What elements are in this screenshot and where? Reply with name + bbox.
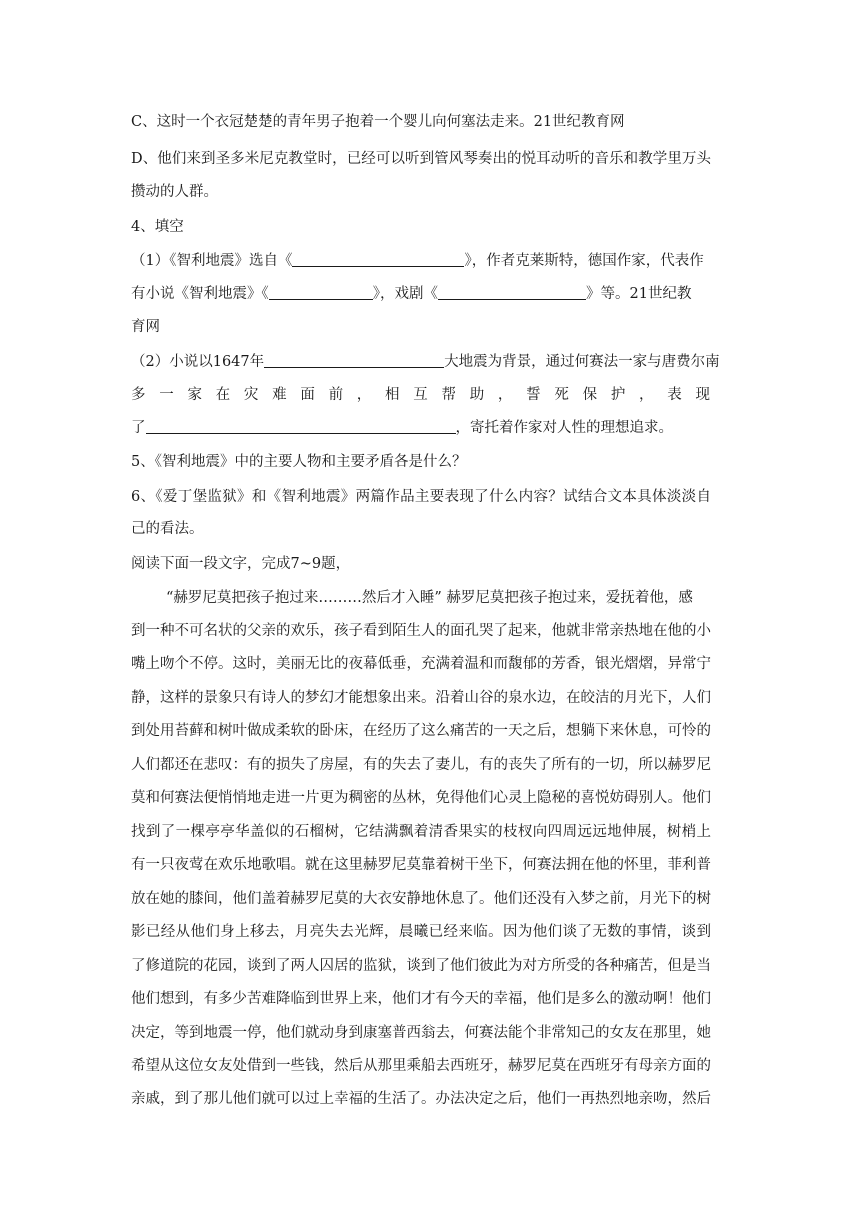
answer-blank[interactable]	[146, 418, 456, 434]
option-d-line-1: D、他们来到圣多米尼克教堂时，已经可以听到管风琴奏出的悦耳动听的音乐和教学里万头	[131, 151, 711, 167]
answer-blank[interactable]	[269, 284, 373, 300]
passage-line: 到处用苔藓和树叶做成柔软的卧床，在经历了这么痛苦的一天之后，想躺下来休息，可怜的	[131, 723, 711, 739]
passage-line: 静，这样的景象只有诗人的梦幻才能想象出来。沿着山谷的泉水边，在皎洁的月光下，人们	[131, 690, 711, 706]
fill-2-line-3	[131, 418, 711, 438]
fill-1-line-1	[131, 251, 711, 271]
fill-2-line-2: 多一家在灾难面前，相互帮助，誓死保护，表现	[131, 387, 711, 403]
fill-2-line-1	[131, 352, 720, 372]
fill-2-text-a: （2）小说以1647年	[131, 354, 265, 370]
answer-blank[interactable]	[438, 284, 586, 300]
fill-1-line-3: 育网	[131, 319, 160, 335]
passage-line: 莫和何赛法便悄悄地走进一片更为稠密的丛林，免得他们心灵上隐秘的喜悦妨碍别人。他们	[131, 790, 711, 806]
answer-blank[interactable]	[264, 352, 444, 368]
fill-2-text-c: 了	[131, 420, 146, 436]
answer-blank[interactable]	[292, 251, 464, 267]
option-c: C、这时一个衣冠楚楚的青年男子抱着一个婴儿向何塞法走来。21世纪教育网	[131, 114, 625, 130]
passage-line: 到一种不可名状的父亲的欢乐，孩子看到陌生人的面孔哭了起来，他就非常亲热地在他的小	[131, 623, 711, 639]
fill-1-text-e: 》等。21世纪教	[586, 286, 692, 302]
passage-line: 亲戚，到了那儿他们就可以过上幸福的生活了。办法决定之后，他们一再热烈地亲吻，然后	[131, 1091, 711, 1107]
passage-line: 了修道院的花园，谈到了两人囚居的监狱，谈到了他们彼此为对方所受的各种痛苦，但是当	[131, 958, 711, 974]
fill-1-text-c: 有小说《智利地震》《	[131, 286, 269, 302]
passage-line: 嘴上吻个不停。这时，美丽无比的夜幕低垂，充满着温和而馥郁的芳香，银光熠熠，异常宁	[131, 656, 711, 672]
question-5: 5、《智利地震》中的主要人物和主要矛盾各是什么？	[131, 454, 467, 470]
passage-line: 决定，等到地震一停，他们就动身到康塞普西翁去，何赛法能个非常知己的女友在那里，她	[131, 1025, 711, 1041]
passage-line: 放在她的膝间，他们盖着赫罗尼莫的大衣安静地休息了。他们还没有入梦之前，月光下的树	[131, 891, 711, 907]
passage-line: “赫罗尼莫把孩子抱过来………然后才入睡” 赫罗尼莫把孩子抱过来，爱抚着他，感	[166, 590, 693, 606]
question-4-heading: 4、填空	[131, 219, 184, 235]
passage-line: 有一只夜莺在欢乐地歌唱。就在这里赫罗尼莫靠着树干坐下，何赛法拥在他的怀里，菲利普	[131, 857, 711, 873]
question-6-line-2: 己的看法。	[131, 521, 204, 537]
reading-instruction: 阅读下面一段文字，完成7~9题，	[131, 556, 351, 572]
passage-line: 找到了一棵亭亭华盖似的石榴树，它结满飘着清香果实的枝杈向四周远远地伸展，树梢上	[131, 824, 711, 840]
fill-1-text-a: （1）《智利地震》选自《	[131, 253, 293, 269]
fill-1-text-d: 》，戏剧《	[372, 286, 438, 302]
passage-line: 影已经从他们身上移去，月亮失去光辉，晨曦已经来临。因为他们谈了无数的事情，谈到	[131, 924, 711, 940]
question-6-line-1: 6、《爱丁堡监狱》和《智利地震》两篇作品主要表现了什么内容？试结合文本具体淡淡自	[131, 489, 711, 505]
fill-1-text-b: 》，作者克莱斯特，德国作家，代表作	[464, 253, 704, 269]
passage-line: 他们想到，有多少苦难降临到世界上来，他们才有今天的幸福，他们是多么的激动啊！他们	[131, 991, 711, 1007]
passage-line: 希望从这位女友处借到一些钱，然后从那里乘船去西班牙，赫罗尼莫在西班牙有母亲方面的	[131, 1058, 711, 1074]
fill-2-text-d: ，寄托着作家对人性的理想追求。	[455, 420, 673, 436]
passage-line: 人们都还在悲叹：有的损失了房屋，有的失去了妻儿，有的丧失了所有的一切，所以赫罗尼	[131, 757, 711, 773]
fill-2-text-b: 大地震为背景，通过何赛法一家与唐费尔南	[444, 354, 720, 370]
option-d-line-2: 攒动的人群。	[131, 184, 218, 200]
fill-1-line-2	[131, 284, 711, 304]
